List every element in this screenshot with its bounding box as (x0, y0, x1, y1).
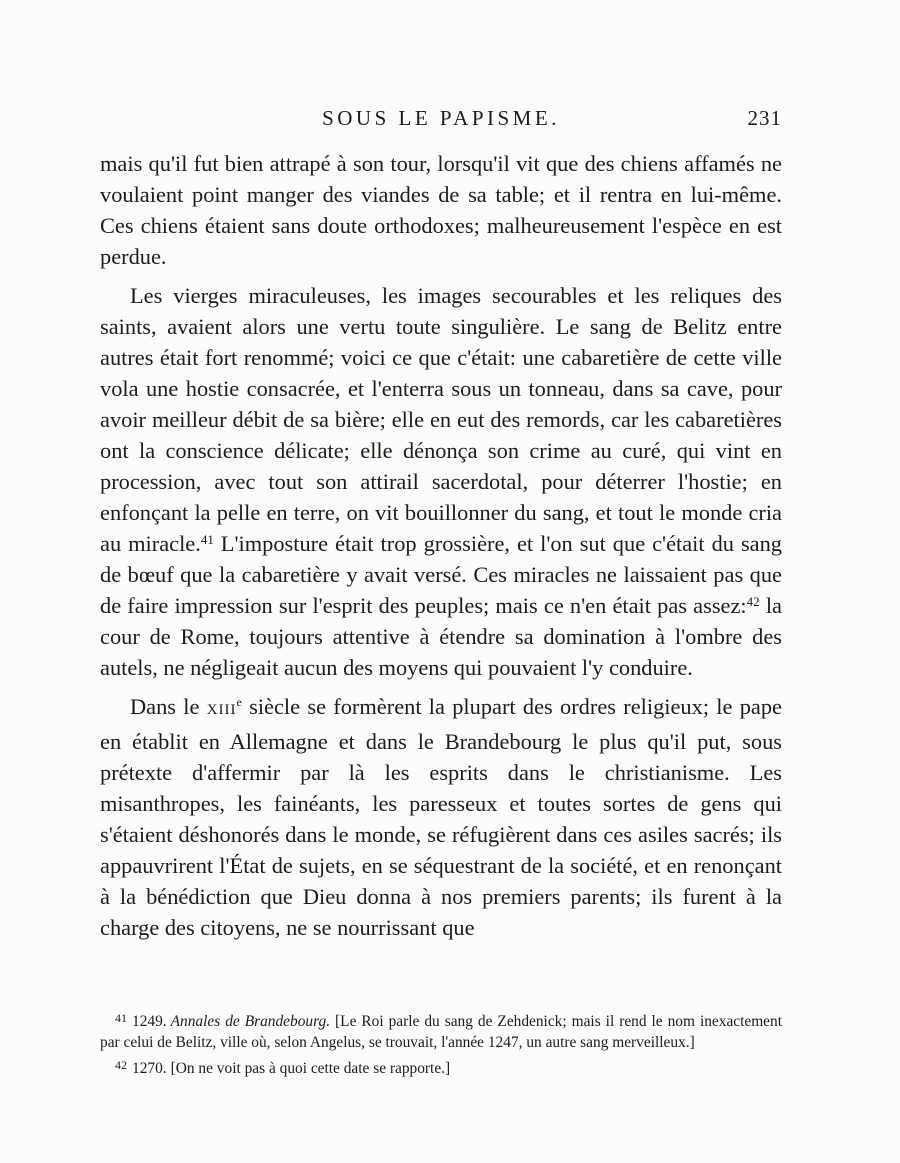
paragraph-text: la cour de Rome, toujours attentive à étendre sa domination à l'ombre des autels, ne négligeait aucun des moyens qui pouvaient l'y conduire. (100, 593, 782, 680)
paragraph-text: siècle se formèrent la plupart des ordres religieux; le pape en établit en Allemagne et dans le Brandebourg le plus qu'il put, sous prétexte d'affermir par là les esprits dans le christianisme. Les misanthropes, les fainéants, les paresseux et toutes sortes de gens qui s'étaient déshonorés dans le monde, se réfugièrent dans ces asiles sacrés; ils appauvrirent l'État de sujets, en se séquestrant de la société, et en renonçant à la bénédiction que Dieu donna à nos premiers parents; ils furent à la charge des citoyens, ne se nourrissant que (100, 694, 782, 940)
paragraph-2 (100, 280, 782, 683)
century-superscript: e (236, 695, 242, 709)
footnote-source: Annales de Brandebourg. (170, 1013, 331, 1030)
footnote-41 (100, 1011, 782, 1053)
paragraph-text: L'imposture était trop grossière, et l'on sut que c'était du sang de bœuf que la cabaretière y avait versé. Ces miracles ne laissaient pas que de faire impression sur l'esprit des peuples; mais ce n'en était pas assez: (100, 531, 782, 618)
paragraph-1 (100, 148, 782, 272)
paragraph-text: mais qu'il fut bien attrapé à son tour, lorsqu'il vit que des chiens affamés ne voulaient point manger des viandes de sa table; et il rentra en lui-même. Ces chiens étaient sans doute orthodoxes; malheureusement l'espèce en est perdue. (100, 151, 782, 269)
paragraph-text: Les vierges miraculeuses, les images secourables et les reliques des saints, avaient alors une vertu toute singulière. Le sang de Belitz entre autres était fort renommé; voici ce que c'était: une cabaretière de cette ville vola une hostie consacrée, et l'enterra sous un tonneau, dans sa cave, pour avoir meilleur débit de sa bière; elle en eut des remords, car les cabaretières ont la conscience délicate; elle dénonça son crime au curé, qui vint en procession, avec tout son attirail sacerdotal, pour déterrer l'hostie; en enfonçant la pelle en terre, on vit bouillonner du sang, et tout le monde cria au miracle. (100, 283, 782, 556)
footnote-ref-41[interactable]: 41 (200, 532, 214, 547)
paragraph-text: Dans le (130, 694, 207, 719)
footnote-text: [On ne voit pas à quoi cette date se rapporte.] (170, 1060, 451, 1077)
footnote-number: 41 (115, 1011, 127, 1025)
footnote-ref-42[interactable]: 42 (746, 594, 760, 609)
footnote-year: 1249. (132, 1013, 167, 1030)
paragraph-3 (100, 691, 782, 943)
body-text (100, 148, 782, 943)
footnote-year: 1270. (132, 1060, 167, 1077)
page-header (100, 106, 782, 136)
running-title: SOUS LE PAPISME. (322, 106, 560, 130)
footnote-number: 42 (115, 1058, 127, 1072)
footnote-42 (100, 1058, 782, 1079)
footnote-text: [Le Roi parle du sang de Zehdenick; mais il rend le nom inexactement par celui de Belitz, ville où, selon Angelus, se trouvait, l'année 1247, un autre sang merveilleux.] (100, 1013, 782, 1051)
century-numeral: XIII (206, 702, 237, 718)
footnotes (100, 1011, 782, 1079)
page-number: 231 (747, 106, 782, 130)
